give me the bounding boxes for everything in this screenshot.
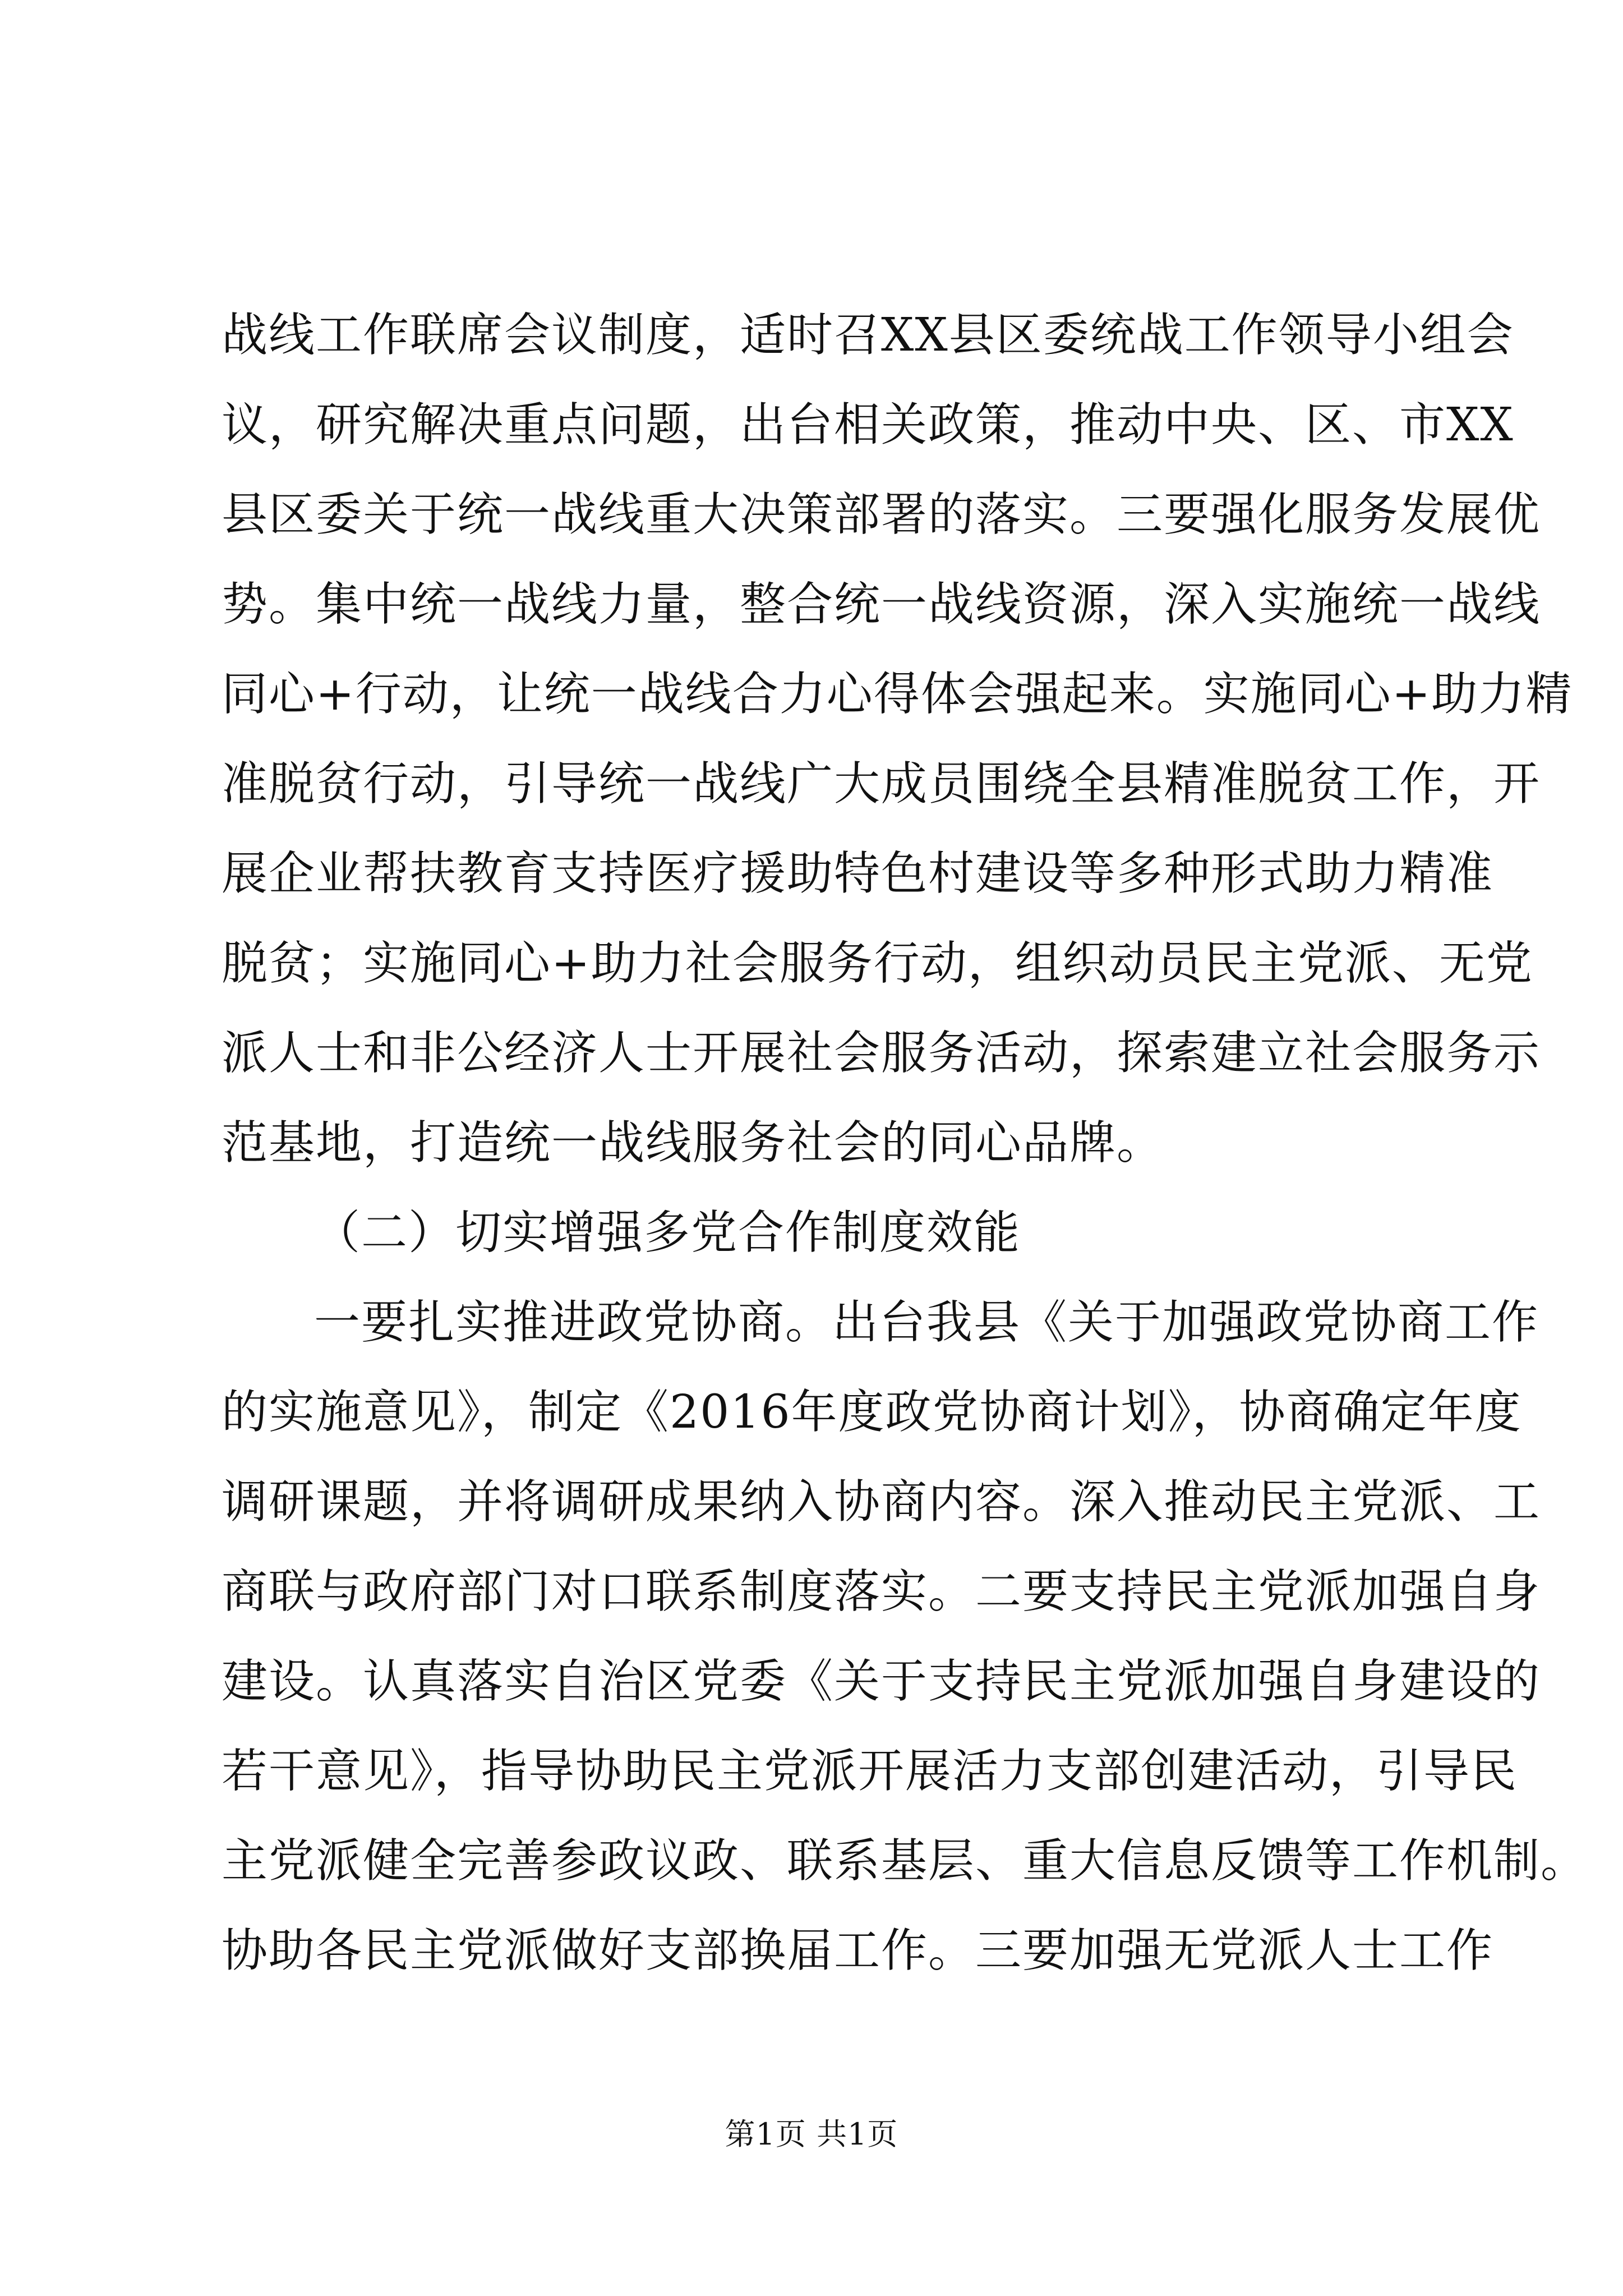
- paragraph-line: 主党派健全完善参政议政、联系基层、重大信息反馈等工作机制。: [222, 1834, 1588, 1888]
- section-heading: （二）切实增强多党合作制度效能: [314, 1206, 1021, 1259]
- paragraph-line: 若干意见》，指导协助民主党派开展活力支部创建活动，引导民: [222, 1745, 1518, 1798]
- paragraph-line: 展企业帮扶教育支持医疗援助特色村建设等多种形式助力精准: [222, 847, 1494, 900]
- page-footer: 第1页 共1页: [725, 2116, 898, 2152]
- paragraph-line: 势。集中统一战线力量，整合统一战线资源，深入实施统一战线: [222, 578, 1541, 631]
- paragraph-line: 范基地，打造统一战线服务社会的同心品牌。: [222, 1116, 1164, 1170]
- paragraph-line: 同心+行动，让统一战线合力心得体会强起来。实施同心+助力精: [222, 668, 1573, 721]
- paragraph-line: 脱贫；实施同心+助力社会服务行动，组织动员民主党派、无党: [222, 937, 1533, 990]
- paragraph-line: 准脱贫行动，引导统一战线广大成员围绕全县精准脱贫工作，开: [222, 757, 1541, 811]
- paragraph-line: 派人士和非公经济人士开展社会服务活动，探索建立社会服务示: [222, 1027, 1541, 1080]
- paragraph-line: 建设。认真落实自治区党委《关于支持民主党派加强自身建设的: [222, 1655, 1541, 1708]
- paragraph-line: 县区委关于统一战线重大决策部署的落实。三要强化服务发展优: [222, 488, 1541, 541]
- paragraph-line: 商联与政府部门对口联系制度落实。二要支持民主党派加强自身: [222, 1565, 1541, 1618]
- paragraph-line: 调研课题，并将调研成果纳入协商内容。深入推动民主党派、工: [222, 1475, 1541, 1529]
- paragraph-line: 的实施意见》，制定《2016年度政党协商计划》，协商确定年度: [222, 1386, 1522, 1439]
- paragraph-line: 议，研究解决重点问题，出台相关政策，推动中央、区、市XX: [222, 398, 1514, 452]
- paragraph-line: 协助各民主党派做好支部换届工作。三要加强无党派人士工作: [222, 1924, 1494, 1977]
- paragraph-line: 战线工作联席会议制度，适时召XX县区委统战工作领导小组会: [222, 309, 1514, 362]
- paragraph-line: 一要扎实推进政党协商。出台我县《关于加强政党协商工作: [314, 1296, 1539, 1349]
